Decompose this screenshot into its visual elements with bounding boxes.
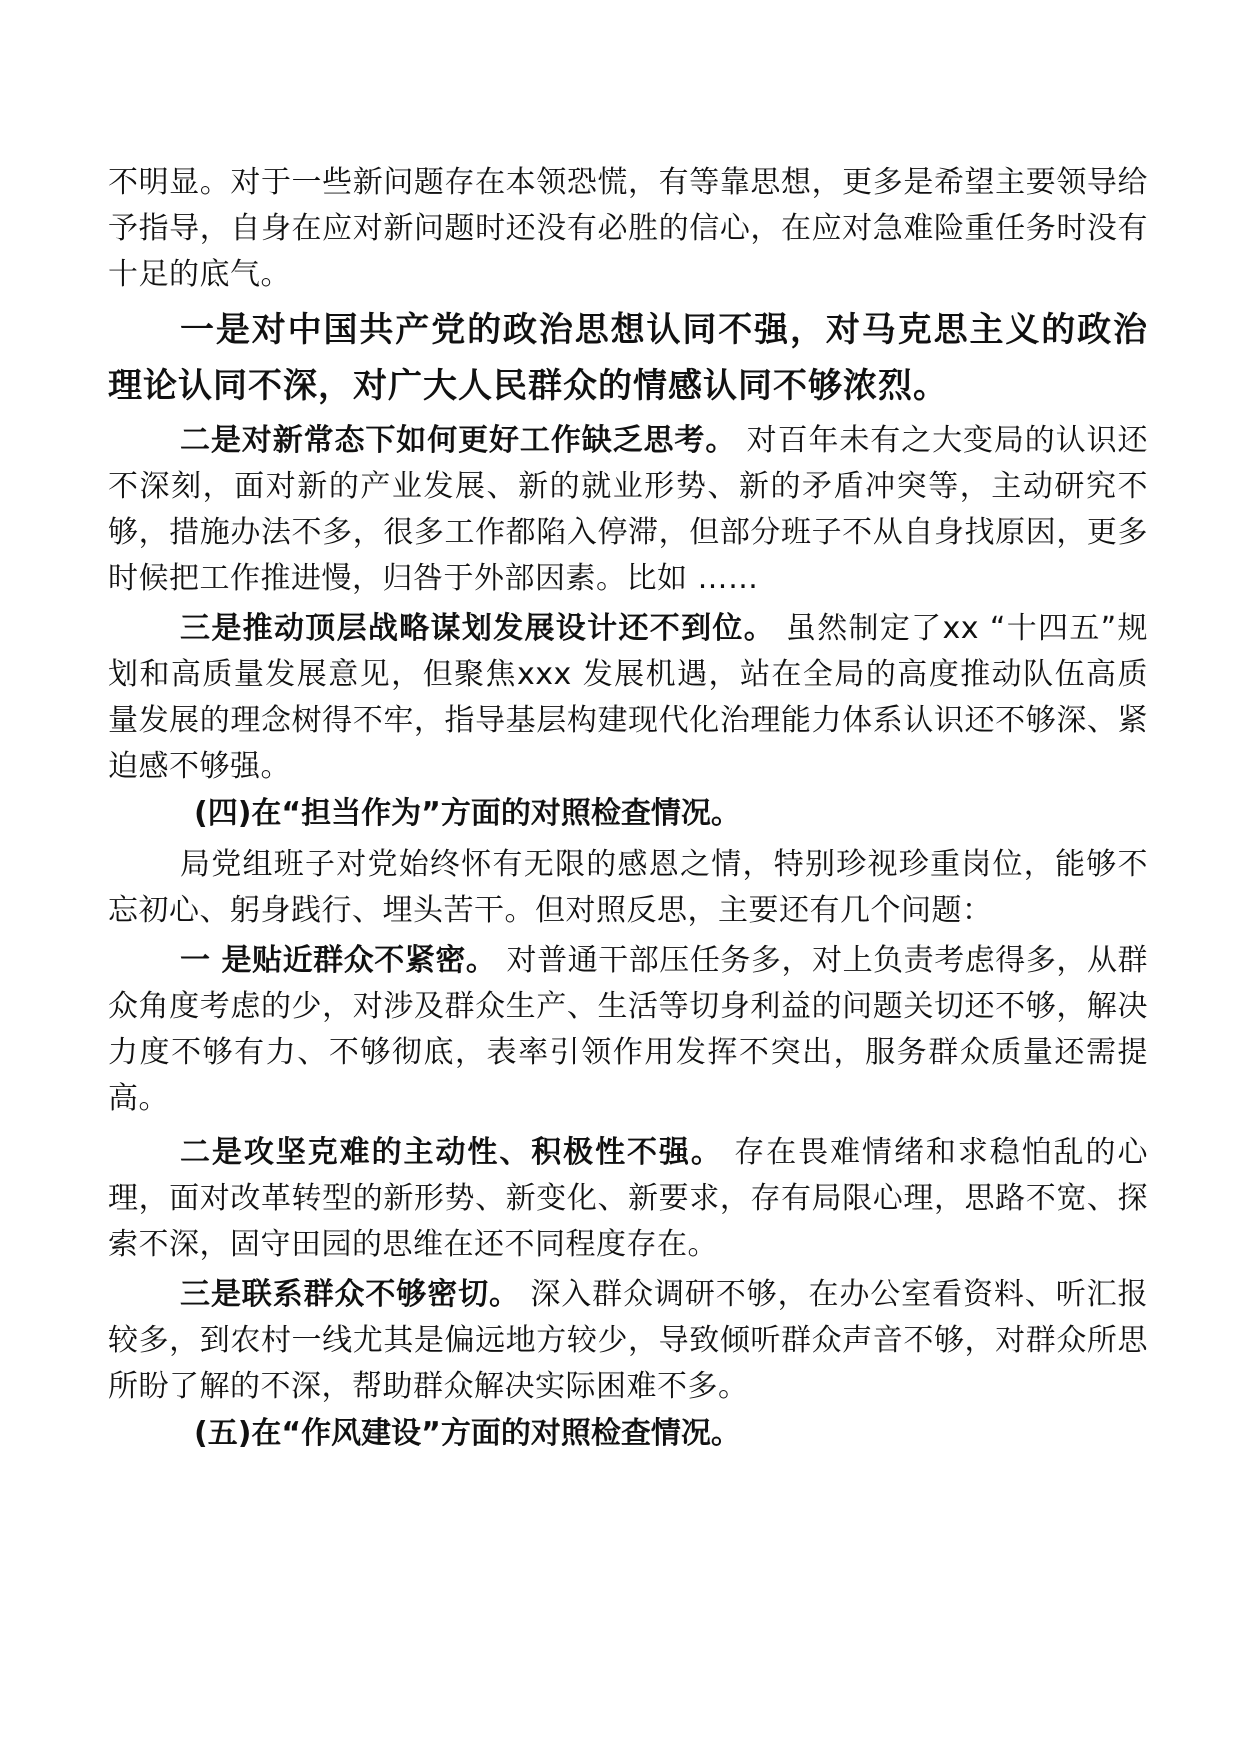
- paragraph-contact-masses: [108, 1272, 1148, 1410]
- document-page: [108, 160, 1148, 1458]
- paragraph-close-to-masses: [108, 938, 1148, 1122]
- paragraph-heading: 三是推动顶层战略谋划发展设计还不到位。: [180, 611, 776, 646]
- paragraph-initiative: [108, 1130, 1148, 1268]
- paragraph-continuation: 不明显。对于一些新问题存在本领恐慌，有等靠思想，更多是希望主要领导给予指导，自身在应对新问题时还没有必胜的信心，在应对急难险重任务时没有十足的底气。: [108, 165, 1148, 292]
- paragraph-body: 存在畏难情绪和求稳怕乱的心理，面对改革转型的新形势、新变化、新要求，存有局限心理，思路不宽、探索不深，固守田园的思维在还不同程度存在。: [108, 1135, 1148, 1262]
- paragraph-heading: 三是联系群众不够密切。: [180, 1277, 520, 1312]
- paragraph-political-identity: 一是对中国共产党的政治思想认同不强，对马克思主义的政治理论认同不深，对广大人民群众的情感认同不够浓烈。: [108, 310, 1148, 406]
- paragraph-heading: 二是攻坚克难的主动性、积极性不强。: [180, 1135, 723, 1170]
- paragraph-heading: 二是对新常态下如何更好工作缺乏思考。: [180, 423, 737, 458]
- paragraph-body: 虽然制定了xx “十四五”规划和高质量发展意见，但聚焦xxx 发展机遇，站在全局的高度推动队伍高质量发展的理念树得不牢，指导基层构建现代化治理能力体系认识还不够深、紧迫感不够强。: [108, 611, 1148, 784]
- paragraph-section4-intro: 局党组班子对党始终怀有无限的感恩之情，特别珍视珍重岗位，能够不忘初心、躬身践行、埋头苦干。但对照反思，主要还有几个问题：: [108, 847, 1148, 928]
- section-heading-4: (四)在“担当作为”方面的对照检查情况。: [194, 796, 741, 831]
- paragraph-new-normal: [108, 418, 1148, 602]
- paragraph-body: 深入群众调研不够，在办公室看资料、听汇报较多，到农村一线尤其是偏远地方较少，导致倾听群众声音不够，对群众所思所盼了解的不深，帮助群众解决实际困难不多。: [108, 1277, 1148, 1404]
- paragraph-heading: 一 是贴近群众不紧密。: [180, 943, 497, 978]
- paragraph-top-level-strategy: [108, 606, 1148, 790]
- section-heading-5: (五)在“作风建设”方面的对照检查情况。: [194, 1416, 741, 1451]
- paragraph-body: 对普通干部压任务多，对上负责考虑得多，从群众角度考虑的少，对涉及群众生产、生活等切身利益的问题关切还不够，解决力度不够有力、不够彻底，表率引领作用发挥不突出，服务群众质量还需提高。: [108, 943, 1148, 1116]
- paragraph-body: 对百年未有之大变局的认识还不深刻，面对新的产业发展、新的就业形势、新的矛盾冲突等，主动研究不够，措施办法不多，很多工作都陷入停滞，但部分班子不从自身找原因，更多时候把工作推进慢，归咎于外部因素。比如 ……: [108, 423, 1148, 596]
